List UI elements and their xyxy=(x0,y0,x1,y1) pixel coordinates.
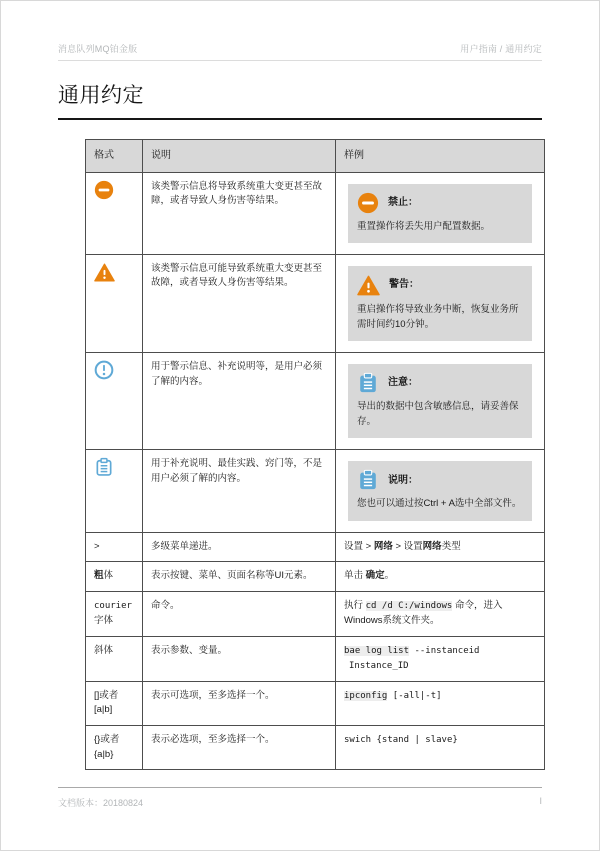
format-text: 字体 xyxy=(94,615,114,626)
table-row xyxy=(86,681,545,725)
format-cell xyxy=(86,172,143,254)
sample-code: [-all|-t] xyxy=(387,690,442,701)
sample-text: 设置 > xyxy=(344,540,374,552)
callout-body: 重置操作将丢失用户配置数据。 xyxy=(357,220,491,232)
sample-text-bold: 网络 xyxy=(422,540,442,552)
warning-icon xyxy=(94,262,115,283)
sample-code: cd /d C:/windows xyxy=(365,601,453,612)
header-breadcrumb: 用户指南 / 通用约定 xyxy=(460,44,542,54)
format-cell: {}或者{a|b} xyxy=(86,726,143,770)
sample-code-line xyxy=(344,644,536,659)
sample-text: 。 xyxy=(384,570,395,582)
sample-code: Instance_ID xyxy=(349,660,409,671)
description-cell: 命令。 xyxy=(143,592,336,637)
sample-cell xyxy=(336,172,545,254)
callout-label: 说明： xyxy=(388,474,418,486)
format-cell: 斜体 xyxy=(86,636,143,681)
column-header-format: 格式 xyxy=(86,140,143,173)
format-text-bold: 粗 xyxy=(94,570,104,582)
description-cell: 多级菜单递进。 xyxy=(143,532,336,562)
callout-body: 您也可以通过按Ctrl + A选中全部文件。 xyxy=(357,498,522,510)
page-header xyxy=(58,0,542,61)
format-text: 体 xyxy=(103,570,114,582)
format-cell xyxy=(86,562,143,592)
table-row xyxy=(86,726,545,770)
sample-cell xyxy=(336,636,545,681)
page-title: 通用约定 xyxy=(58,79,542,120)
table-row xyxy=(86,172,545,254)
callout-label: 警告： xyxy=(389,279,419,291)
sample-text: 单击 xyxy=(344,570,366,582)
column-header-description: 说明 xyxy=(143,140,336,173)
callout-head xyxy=(357,192,523,214)
format-cell: > xyxy=(86,532,143,562)
sample-text-bold: 网络 xyxy=(373,540,393,552)
column-header-sample: 样例 xyxy=(336,140,545,173)
callout-body: 重启操作将导致业务中断，恢复业务所需时间约10分钟。 xyxy=(357,303,519,330)
callout-head xyxy=(357,469,523,491)
description-cell: 表示必选项，至多选择一个。 xyxy=(143,726,336,770)
sample-text: 命令，进入Windows系统文件夹。 xyxy=(344,600,503,626)
table-header-row xyxy=(86,140,545,173)
description-cell: 表示参数、变量。 xyxy=(143,636,336,681)
forbid-icon xyxy=(357,192,379,214)
sample-text: 执行 xyxy=(344,600,366,612)
conventions-table xyxy=(85,139,545,770)
footer-page-number: I xyxy=(539,796,542,806)
table-row xyxy=(86,254,545,352)
callout-head xyxy=(357,274,523,297)
sample-code: --instanceid xyxy=(409,645,480,656)
description-cell: 该类警示信息将导致系统重大变更甚至故障，或者导致人身伤害等结果。 xyxy=(143,172,336,254)
format-text-code: courier xyxy=(94,601,132,612)
callout-label: 禁止： xyxy=(388,196,418,208)
clipboard-icon xyxy=(357,372,379,394)
sample-text: 类型 xyxy=(441,540,461,552)
page-footer xyxy=(58,787,542,809)
sample-code: bae log list xyxy=(344,645,410,656)
description-cell: 用于补充说明、最佳实践、窍门等，不是用户必须了解的内容。 xyxy=(143,450,336,532)
format-cell: []或者[a|b] xyxy=(86,681,143,725)
table-row xyxy=(86,636,545,681)
sample-code-line xyxy=(344,659,536,674)
clipboard-icon xyxy=(357,469,379,491)
callout-head xyxy=(357,372,523,394)
forbid-icon xyxy=(94,180,114,200)
sample-cell xyxy=(336,726,545,770)
format-cell xyxy=(86,592,143,637)
table-row xyxy=(86,450,545,532)
sample-cell xyxy=(336,532,545,562)
table-row xyxy=(86,562,545,592)
callout-notice xyxy=(348,364,532,438)
alert-circle-icon xyxy=(94,360,114,380)
sample-cell xyxy=(336,592,545,637)
table-row xyxy=(86,353,545,450)
sample-cell xyxy=(336,450,545,532)
format-cell xyxy=(86,353,143,450)
sample-cell xyxy=(336,254,545,352)
sample-cell xyxy=(336,681,545,725)
header-product-name: 消息队列MQ铂金版 xyxy=(58,44,138,54)
callout-warning xyxy=(348,266,532,341)
warning-icon xyxy=(357,274,380,297)
sample-cell xyxy=(336,353,545,450)
callout-forbid xyxy=(348,184,532,243)
description-cell: 表示可选项，至多选择一个。 xyxy=(143,681,336,725)
sample-cell xyxy=(336,562,545,592)
sample-code: ipconfig xyxy=(344,690,388,701)
conventions-table-wrapper xyxy=(85,139,542,770)
table-row xyxy=(86,592,545,637)
sample-code: swich {stand | slave} xyxy=(344,735,458,746)
clipboard-icon xyxy=(94,457,114,477)
format-cell xyxy=(86,450,143,532)
callout-label: 注意： xyxy=(388,377,418,389)
callout-body: 导出的数据中包含敏感信息，请妥善保存。 xyxy=(357,401,519,428)
description-cell: 该类警示信息可能导致系统重大变更甚至故障，或者导致人身伤害等结果。 xyxy=(143,254,336,352)
format-cell xyxy=(86,254,143,352)
description-cell: 表示按键、菜单、页面名称等UI元素。 xyxy=(143,562,336,592)
table-row xyxy=(86,532,545,562)
sample-text-bold: 确定 xyxy=(365,570,385,582)
description-cell: 用于警示信息、补充说明等，是用户必须了解的内容。 xyxy=(143,353,336,450)
sample-text: > 设置 xyxy=(392,540,423,552)
callout-note xyxy=(348,461,532,520)
footer-doc-version: 文档版本：20180824 xyxy=(58,798,144,808)
